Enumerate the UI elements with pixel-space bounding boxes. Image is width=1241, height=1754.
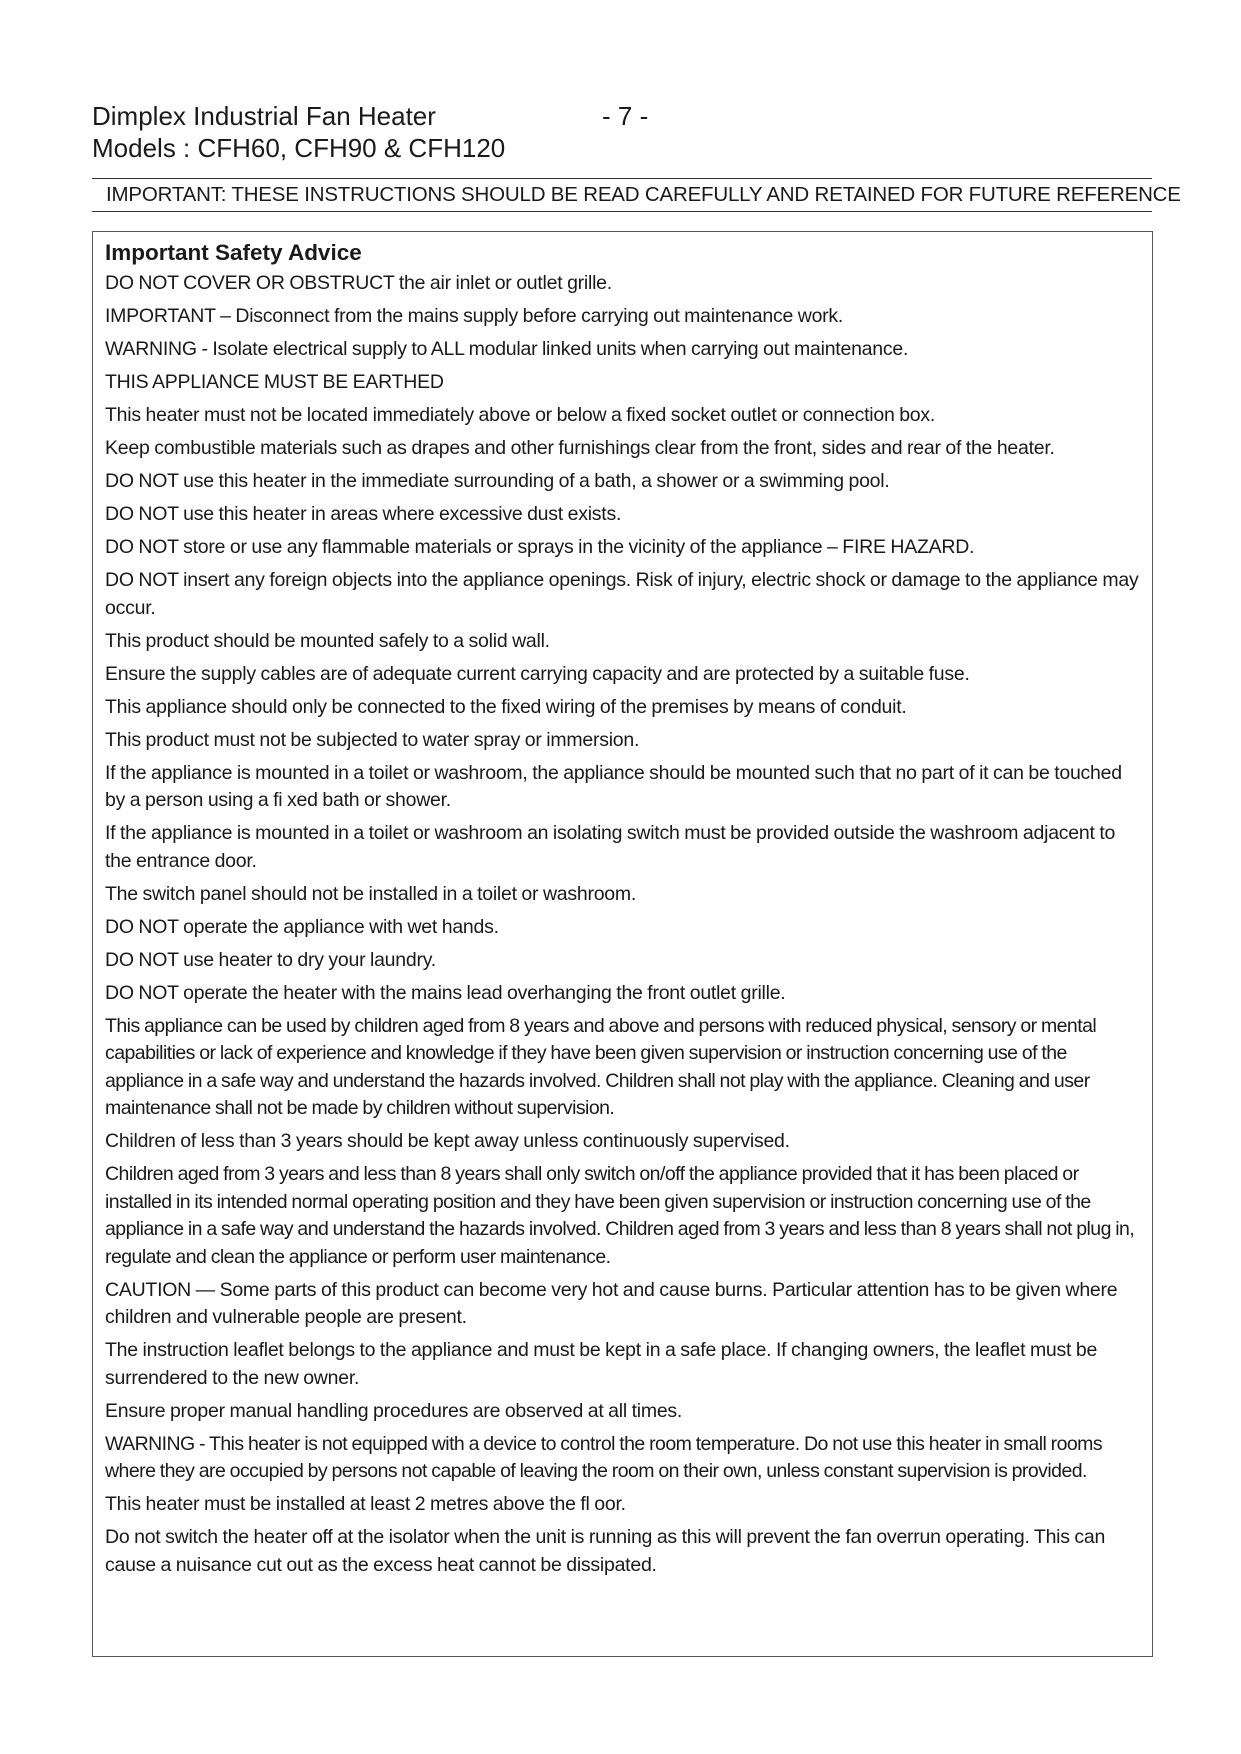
- safety-advice-item: DO NOT insert any foreign objects into the appliance openings. Risk of injury, electric shock or damage to the appliance may occur.: [105, 569, 1139, 619]
- safety-advice-item: DO NOT use this heater in areas where excessive dust exists.: [105, 503, 622, 525]
- document-title: [92, 100, 505, 164]
- safety-advice-item: This heater must be installed at least 2 metres above the fl oor.: [105, 1493, 626, 1515]
- safety-advice-item: This heater must not be located immediately above or below a fixed socket outlet or connection box.: [105, 404, 936, 426]
- safety-advice-item: Do not switch the heater off at the isolator when the unit is running as this will prevent the fan overrun operating. This can cause a nuisance cut out as the excess heat cannot be dissipated.: [105, 1526, 1106, 1576]
- product-name: Dimplex Industrial Fan Heater: [92, 101, 436, 131]
- safety-advice-list: [105, 270, 1142, 1579]
- safety-advice-item: This product should be mounted safely to a solid wall.: [105, 629, 550, 652]
- safety-advice-box: [92, 231, 1153, 1657]
- model-list: Models : CFH60, CFH90 & CFH120: [92, 133, 506, 163]
- safety-advice-item: DO NOT use heater to dry your laundry.: [105, 948, 436, 971]
- safety-advice-item: If the appliance is mounted in a toilet or washroom, the appliance should be mounted such that no part of it can be touched by a person using a fi xed bath or shower.: [105, 761, 1122, 811]
- safety-advice-item: Keep combustible materials such as drapes and other furnishings clear from the front, sides and rear of the heater.: [105, 437, 1055, 459]
- important-notice-text: IMPORTANT: THESE INSTRUCTIONS SHOULD BE READ CAREFULLY AND RETAINED FOR FUTURE REFERENCE: [106, 183, 1181, 206]
- safety-advice-item: If the appliance is mounted in a toilet or washroom an isolating switch must be provided outside the washroom adjacent to the entrance door.: [105, 822, 1116, 872]
- safety-advice-item: DO NOT store or use any flammable materials or sprays in the vicinity of the appliance – FIRE HAZARD.: [105, 536, 975, 558]
- safety-advice-item: DO NOT operate the heater with the mains lead overhanging the front outlet grille.: [105, 981, 786, 1004]
- safety-advice-item: CAUTION — Some parts of this product can become very hot and cause burns. Particular attention has to be given where children and vulnerable people are present.: [105, 1278, 1118, 1328]
- safety-advice-item: This product must not be subjected to water spray or immersion.: [105, 728, 640, 751]
- safety-advice-item: DO NOT COVER OR OBSTRUCT the air inlet or outlet grille.: [105, 272, 612, 294]
- page-number: - 7 -: [602, 101, 649, 131]
- safety-advice-item: THIS APPLIANCE MUST BE EARTHED: [105, 371, 444, 393]
- safety-advice-item: The switch panel should not be installed in a toilet or washroom.: [105, 882, 637, 905]
- safety-advice-item: Children of less than 3 years should be kept away unless continuously supervised.: [105, 1130, 790, 1152]
- safety-advice-item: WARNING - Isolate electrical supply to ALL modular linked units when carrying out maintenance.: [105, 338, 909, 360]
- important-notice-bar: [92, 178, 1181, 212]
- safety-advice-item: WARNING - This heater is not equipped with a device to control the room temperature. Do not use this heater in small rooms where they are occupied by persons not capable of leaving the room on their own, unless constant supervision is provided.: [105, 1432, 1103, 1482]
- safety-advice-item: DO NOT operate the appliance with wet hands.: [105, 915, 499, 938]
- safety-advice-item: IMPORTANT – Disconnect from the mains supply before carrying out maintenance work.: [105, 305, 844, 327]
- safety-advice-item: The instruction leaflet belongs to the appliance and must be kept in a safe place. If changing owners, the leaflet must be surrendered to the new owner.: [105, 1339, 1098, 1389]
- safety-advice-item: Children aged from 3 years and less than 8 years shall only switch on/off the appliance provided that it has been placed or installed in its intended normal operating position and they have been given supervision or instruction concerning use of the appliance in a safe way and understand the hazards involved. Children aged from 3 years and less than 8 years shall not plug in, regulate and clean the appliance or perform user maintenance.: [105, 1163, 1135, 1268]
- page-header: [92, 100, 1152, 170]
- safety-advice-item: This appliance should only be connected to the fixed wiring of the premises by means of conduit.: [105, 695, 907, 718]
- safety-advice-item: Ensure the supply cables are of adequate current carrying capacity and are protected by a suitable fuse.: [105, 662, 970, 685]
- safety-advice-title: Important Safety Advice: [105, 240, 362, 265]
- safety-advice-item: Ensure proper manual handling procedures are observed at all times.: [105, 1399, 683, 1422]
- safety-advice-item: DO NOT use this heater in the immediate surrounding of a bath, a shower or a swimming pool.: [105, 470, 890, 492]
- safety-advice-item: This appliance can be used by children aged from 8 years and above and persons with reduced physical, sensory or mental capabilities or lack of experience and knowledge if they have been given supervision or instruction concerning use of the appliance in a safe way and understand the hazards involved. Children shall not play with the appliance. Cleaning and user maintenance shall not be made by children without supervision.: [105, 1014, 1097, 1119]
